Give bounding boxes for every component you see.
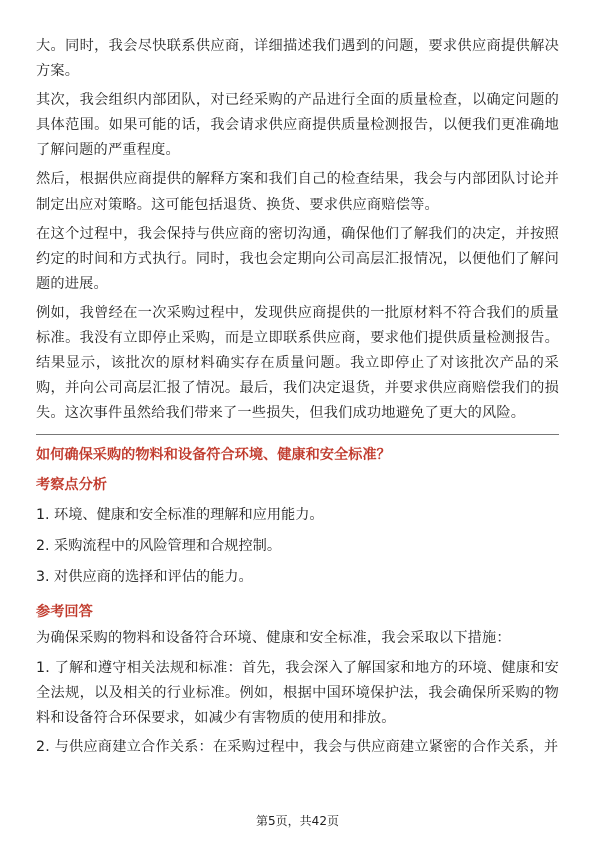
answer-intro: 为确保采购的物料和设备符合环境、健康和安全标准，我会采取以下措施： [36, 630, 511, 647]
body-paragraph: 然后，根据供应商提供的解释方案和我们自己的检查结果，我会与内部团队讨论并制定出应对策略。这可能包括退货、换货、要求供应商赔偿等。 [36, 171, 559, 213]
page-number: 第5页，共42页 [256, 814, 339, 828]
body-paragraph: 其次，我会组织内部团队，对已经采购的产品进行全面的质量检查，以确定问题的具体范围。如果可能的话，我会请求供应商提供质量检测报告，以便我们更准确地了解问题的严重程度。 [36, 92, 559, 159]
body-paragraph: 例如，我曾经在一次采购过程中，发现供应商提供的一批原材料不符合我们的质量标准。我没有立即停止采购，而是立即联系供应商，要求他们提供质量检测报告。结果显示，该批次的原材料确实存在质量问题。我立即停止了对该批次产品的采购，并向公司高层汇报了情况。最后，我们决定退货，并要求供应商赔偿我们的损失。这次事件虽然给我们带来了一些损失，但我们成功地避免了更大的风险。 [36, 304, 559, 422]
section-divider [36, 434, 559, 435]
answer-item: 1. 了解和遵守相关法规和标准：首先，我会深入了解国家和地方的环境、健康和安全法规，以及相关的行业标准。例如，根据中国环境保护法，我会确保所采购的物料和设备符合环保要求，如减少有害物质的使用和排放。 [36, 659, 559, 726]
question-heading: 如何确保采购的物料和设备符合环境、健康和安全标准？ [36, 447, 391, 464]
analysis-heading: 考察点分析 [36, 477, 107, 494]
body-paragraph: 在这个过程中，我会保持与供应商的密切沟通，确保他们了解我们的决定，并按照约定的时间和方式执行。同时，我也会定期向公司高层汇报情况，以便他们了解问题的进展。 [36, 225, 559, 292]
answer-heading: 参考回答 [36, 604, 93, 621]
answer-item: 2. 与供应商建立合作关系：在采购过程中，我会与供应商建立紧密的合作关系，并 [36, 738, 559, 755]
analysis-item: 1. 环境、健康和安全标准的理解和应用能力。 [36, 507, 324, 524]
document-page [36, 34, 559, 760]
body-paragraph: 大。同时，我会尽快联系供应商，详细描述我们遇到的问题，要求供应商提供解决方案。 [36, 38, 559, 80]
analysis-item: 3. 对供应商的选择和评估的能力。 [36, 569, 253, 586]
analysis-item: 2. 采购流程中的风险管理和合规控制。 [36, 538, 282, 555]
